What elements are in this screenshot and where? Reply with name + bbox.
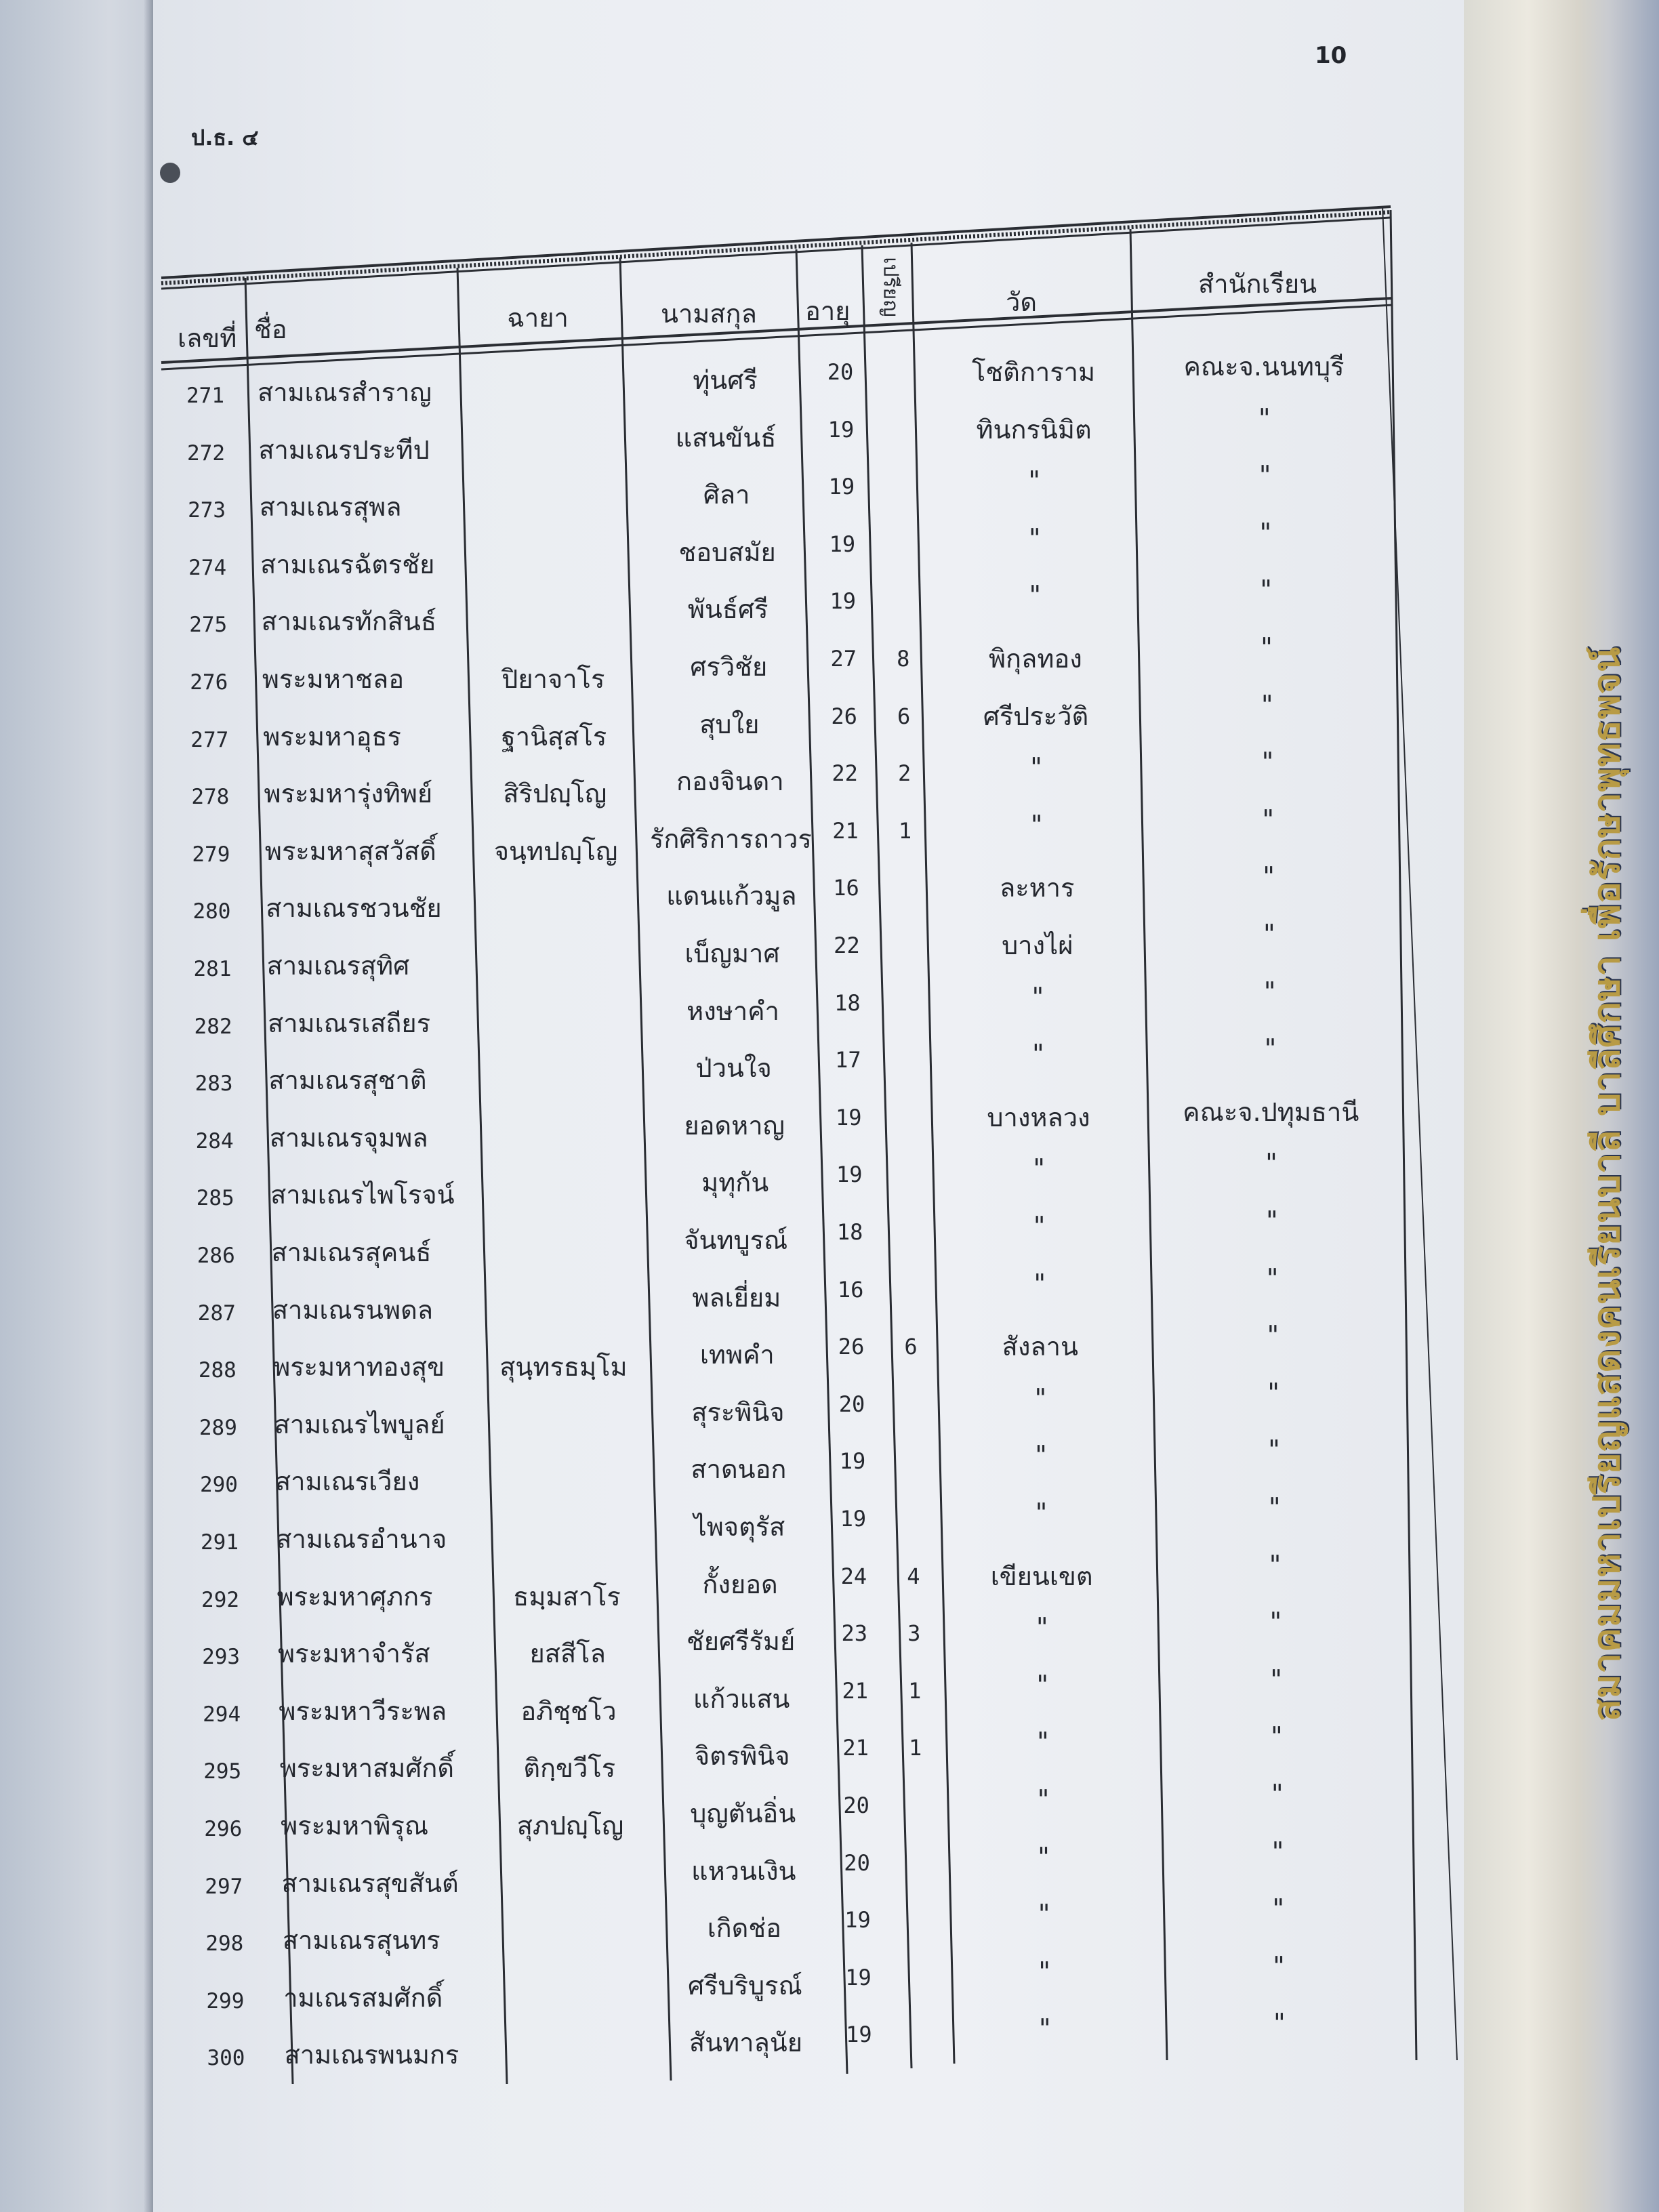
cell-temple: ": [1032, 1039, 1044, 1069]
cell-temple: ": [1030, 752, 1042, 783]
cell-school: ": [1266, 1263, 1279, 1293]
cell-temple: ": [1028, 523, 1041, 553]
cell-surname: หงษาคำ: [687, 996, 779, 1026]
cell-school: ": [1260, 575, 1272, 605]
cell-school: ": [1269, 1549, 1282, 1580]
cell-temple: ": [1028, 466, 1040, 496]
cell-title: ติกฺขวีโร: [523, 1753, 616, 1784]
cell-surname: ศรีบริบูรณ์: [687, 1970, 802, 2001]
cell-number: 298: [205, 1931, 244, 1957]
cell-surname: จันทบูรณ์: [684, 1225, 788, 1255]
cell-temple: ทินกรนิมิต: [976, 414, 1092, 445]
cell-number: 281: [193, 957, 232, 981]
cell-temple: ": [1035, 1440, 1047, 1471]
cell-surname: เบ็ญมาศ: [684, 939, 780, 968]
cell-age: 24: [840, 1563, 867, 1589]
cell-temple: บางหลวง: [987, 1102, 1090, 1132]
cell-temple: ": [1033, 1211, 1046, 1241]
cell-temple: ละหาร: [999, 873, 1075, 903]
header-surname: นามสกุล: [661, 299, 757, 329]
document-code: ป.ธ. ๔: [191, 125, 259, 150]
cell-surname: ป่วนใจ: [695, 1053, 772, 1084]
cell-temple: ": [1038, 1899, 1050, 1929]
cell-number: 276: [190, 670, 228, 695]
cell-title: สิริปญฺโญ: [503, 779, 607, 809]
cell-grade: 6: [897, 703, 911, 729]
cell-age: 19: [830, 588, 857, 615]
cell-grade: 1: [908, 1677, 922, 1704]
cell-age: 21: [832, 817, 859, 844]
cell-school: ": [1271, 1779, 1284, 1809]
cell-number: 282: [194, 1014, 232, 1039]
cell-grade: 1: [909, 1735, 922, 1761]
cell-school: ": [1268, 1435, 1280, 1465]
cell-number: 292: [201, 1587, 240, 1612]
cell-school: คณะจ.นนทบุรี: [1183, 352, 1345, 382]
cell-school: ": [1267, 1377, 1279, 1408]
header-title: ฉายา: [507, 303, 569, 333]
cell-name: สามเณรจุมพล: [269, 1122, 428, 1153]
cell-temple: ": [1029, 580, 1042, 611]
cell-surname: เทพคำ: [699, 1340, 775, 1370]
cell-name: สามเณรชวนชัย: [266, 893, 442, 924]
cell-school: ": [1269, 1607, 1282, 1637]
cell-surname: จิตรพินิจ: [694, 1741, 790, 1771]
cell-name: สามเณรพนมกร: [284, 2040, 459, 2070]
cell-age: 19: [845, 1964, 872, 1990]
cell-surname: ชัยศรีรัมย์: [686, 1626, 796, 1657]
cell-temple: ": [1033, 1268, 1046, 1298]
cell-title: ฐานิสฺสโร: [501, 721, 607, 752]
cell-number: 290: [199, 1473, 238, 1498]
cell-title: จนฺทปญฺโญ: [493, 836, 618, 866]
cell-age: 20: [844, 1849, 870, 1876]
cell-surname: แดนแก้วมูล: [666, 881, 797, 912]
cell-number: 277: [190, 727, 229, 752]
cell-surname: พลเยี่ยม: [692, 1282, 781, 1313]
cell-school: ": [1264, 1033, 1277, 1064]
cell-temple: พิกุลทอง: [988, 644, 1082, 674]
cell-school: ": [1259, 517, 1272, 548]
cell-age: 19: [827, 416, 855, 443]
cell-school: ": [1263, 976, 1276, 1006]
cell-age: 18: [834, 989, 861, 1016]
cell-age: 20: [827, 359, 854, 385]
cell-surname: แสนขันธ์: [675, 422, 777, 453]
cell-age: 23: [841, 1620, 868, 1647]
cell-age: 22: [834, 933, 860, 958]
cell-school: ": [1266, 1206, 1278, 1235]
cell-name: พระมหารุ่งทิพย์: [264, 779, 433, 809]
cell-number: 285: [196, 1186, 234, 1211]
cell-age: 19: [840, 1506, 867, 1532]
cell-school: ": [1263, 861, 1275, 892]
cell-surname: สุระพินิจ: [691, 1397, 785, 1427]
cell-grade: 8: [897, 646, 910, 672]
cell-age: 16: [837, 1276, 864, 1303]
cell-name: พระมหาพิรุณ: [281, 1811, 429, 1841]
header-name: ชื่อ: [254, 314, 287, 344]
cell-temple: ": [1036, 1669, 1049, 1700]
cell-grade: 1: [898, 817, 912, 844]
header-temple: วัด: [1006, 287, 1038, 317]
cell-number: 273: [188, 498, 226, 523]
cell-number: 283: [194, 1071, 233, 1097]
cell-age: 26: [831, 703, 857, 729]
cell-name: สามเณรสำราญ: [258, 377, 432, 407]
cell-name: สามเณรไพบูลย์: [274, 1409, 445, 1439]
cell-age: 19: [839, 1448, 866, 1475]
cell-surname: แก้วแสน: [693, 1683, 790, 1714]
cell-surname: ทุ่นศรี: [693, 365, 758, 395]
page-number: 10: [1315, 42, 1347, 69]
cell-temple: ": [1031, 981, 1044, 1012]
cell-number: 299: [206, 1988, 245, 2013]
cell-temple: ศรีประวัติ: [983, 701, 1089, 731]
cell-temple: ": [1030, 809, 1043, 840]
cell-title: อภิชฺชโว: [520, 1696, 617, 1726]
cell-age: 26: [838, 1334, 865, 1360]
cell-age: 19: [828, 474, 855, 500]
cell-number: 286: [197, 1244, 235, 1268]
cell-grade: 6: [904, 1334, 918, 1360]
cell-school: ": [1262, 804, 1275, 834]
cell-number: 278: [191, 785, 230, 810]
cell-number: 293: [202, 1645, 241, 1670]
cell-number: 294: [203, 1702, 241, 1727]
cell-name: สามเณรสุนทร: [282, 1925, 441, 1956]
cell-name: สามเณรสุพล: [259, 492, 402, 523]
cell-number: 275: [189, 613, 228, 638]
cell-title: ยสสีโล: [529, 1639, 606, 1669]
cell-number: 287: [197, 1300, 236, 1326]
cell-age: 22: [832, 760, 858, 787]
cell-name: พระมหาสุสวัสดิ์: [264, 836, 436, 866]
cell-name: พระมหาศุภกร: [276, 1581, 433, 1612]
cell-number: 291: [201, 1530, 239, 1555]
cell-name: สามเณรเสถียร: [268, 1008, 431, 1038]
cell-surname: สันทาลุนัย: [689, 2028, 802, 2058]
cell-number: 280: [192, 899, 231, 924]
cell-number: 295: [203, 1759, 242, 1784]
cell-grade: 4: [907, 1563, 920, 1589]
cell-name: พระมหาจำรัส: [278, 1639, 430, 1669]
cell-school: ": [1261, 689, 1273, 720]
cell-number: 300: [207, 2046, 245, 2071]
cell-age: 18: [836, 1219, 863, 1245]
cell-temple: ": [1037, 1727, 1049, 1757]
cell-title: สุนฺทรธมฺโม: [499, 1352, 628, 1382]
cell-age: 19: [836, 1104, 862, 1130]
cell-age: 19: [829, 531, 856, 557]
cell-surname: ศิลา: [703, 480, 750, 510]
cell-temple: โชติการาม: [971, 357, 1096, 387]
cell-temple: ": [1038, 2013, 1051, 2044]
cell-number: 297: [205, 1874, 243, 1899]
cell-name: สามเณรนพดล: [272, 1294, 434, 1325]
cell-school: ": [1271, 1836, 1284, 1866]
cell-name: ามเณรสมศักดิ์: [283, 1982, 443, 2013]
cell-temple: ": [1038, 1956, 1050, 1986]
watermark-text: สมาคมมหาเปรียญแสดงคนเรียนบาลี บาลีศึกษา เพื่อรักษาพุทธพจน์: [1584, 646, 1628, 1721]
header-age: อายุ: [805, 296, 851, 326]
cell-number: 288: [198, 1358, 237, 1383]
cell-school: ": [1261, 747, 1274, 777]
cell-temple: ": [1033, 1153, 1045, 1184]
cell-name: พระมหาสมศักดิ์: [279, 1753, 455, 1784]
cell-surname: แหวนเงิน: [691, 1856, 796, 1886]
cell-grade: 3: [907, 1620, 921, 1647]
cell-age: 20: [843, 1793, 869, 1818]
cell-school: ": [1273, 2008, 1286, 2039]
cell-name: พระมหาทองสุข: [273, 1352, 445, 1382]
cell-school: ": [1272, 1893, 1284, 1924]
cell-name: พระมหาวีระพล: [279, 1696, 447, 1726]
cell-age: 17: [835, 1047, 861, 1073]
cell-surname: พันธ์ศรี: [687, 594, 769, 625]
cell-surname: ยอดหาญ: [684, 1110, 785, 1141]
cell-name: สามเณรเวียง: [274, 1467, 420, 1497]
cell-name: สามเณรสุทิศ: [266, 951, 410, 981]
cell-name: สามเณรสุขสันต์: [281, 1868, 459, 1898]
cell-name: สามเณรทักสินธ์: [261, 607, 437, 637]
cell-name: สามเณรประทีป: [258, 434, 430, 465]
cell-age: 19: [836, 1162, 863, 1188]
cell-name: พระมหาอุธร: [263, 721, 401, 752]
cell-number: 274: [188, 555, 227, 580]
cell-surname: ชอบสมัย: [678, 537, 776, 567]
cell-title: สุภปญฺโญ: [516, 1811, 624, 1841]
cell-school: ": [1267, 1320, 1279, 1351]
cell-school: ": [1263, 919, 1275, 949]
cell-temple: ": [1034, 1382, 1047, 1413]
header-grade: เปรียญ: [878, 257, 903, 317]
cell-temple: ": [1038, 1841, 1050, 1872]
cell-age: 20: [838, 1391, 865, 1417]
cell-surname: เกิดช่อ: [707, 1913, 781, 1944]
cell-school: ": [1261, 632, 1273, 662]
cell-temple: ": [1037, 1784, 1050, 1814]
cell-surname: ศรวิชัย: [690, 652, 768, 682]
cell-number: 296: [204, 1817, 243, 1841]
header-school: สำนักเรียน: [1198, 269, 1317, 299]
cell-surname: สุบใย: [699, 709, 760, 739]
cell-age: 27: [830, 646, 857, 672]
cell-temple: ": [1035, 1498, 1048, 1528]
cell-name: สามเณรฉัตรชัย: [260, 549, 435, 579]
cell-age: 16: [833, 875, 859, 901]
cell-name: สามเณรสุชาติ: [268, 1065, 427, 1096]
cell-temple: บางไผ่: [1002, 930, 1073, 960]
cell-age: 19: [844, 1907, 871, 1933]
cell-temple: ": [1036, 1612, 1048, 1643]
cell-temple: สังลาน: [1002, 1332, 1078, 1362]
cell-school: คณะจ.ปทุมธานี: [1183, 1097, 1359, 1127]
cell-name: สามเณรอำนาจ: [276, 1524, 447, 1554]
cell-school: ": [1273, 1950, 1285, 1981]
cell-number: 284: [195, 1128, 234, 1153]
cell-surname: กั้งยอด: [702, 1569, 778, 1599]
cell-school: ": [1271, 1721, 1283, 1752]
cell-surname: บุญตันอิ่น: [690, 1799, 796, 1828]
cell-number: 289: [199, 1415, 237, 1440]
cell-surname: สาดนอก: [691, 1454, 787, 1485]
cell-title: ธมฺมสาโร: [513, 1581, 621, 1612]
cell-grade: 2: [897, 760, 912, 787]
cell-school: ": [1265, 1148, 1277, 1179]
cell-number: 272: [187, 441, 226, 466]
cell-name: สามเณรไพโรจน์: [270, 1180, 455, 1210]
cell-age: 19: [846, 2022, 872, 2048]
cell-school: ": [1269, 1492, 1281, 1522]
cell-number: 279: [192, 842, 230, 867]
cell-age: 21: [842, 1735, 869, 1761]
cell-school: ": [1270, 1664, 1282, 1694]
header-number: เลขที่: [178, 323, 237, 353]
cell-age: 21: [842, 1677, 868, 1704]
cell-title: ปิยาจาโร: [501, 664, 605, 694]
cell-temple: เขียนเขต: [990, 1561, 1093, 1591]
cell-surname: รักศิริการถาวร: [649, 823, 812, 854]
cell-number: 271: [186, 384, 224, 408]
cell-name: สามเณรสุคนธ์: [271, 1237, 432, 1267]
cell-school: ": [1258, 403, 1271, 433]
cell-surname: ไพจตุรัส: [693, 1512, 785, 1542]
cell-name: พระมหาชลอ: [262, 664, 405, 694]
cell-school: ": [1258, 460, 1271, 491]
cell-surname: มุทุกัน: [701, 1168, 769, 1198]
cell-surname: กองจินดา: [676, 766, 784, 797]
